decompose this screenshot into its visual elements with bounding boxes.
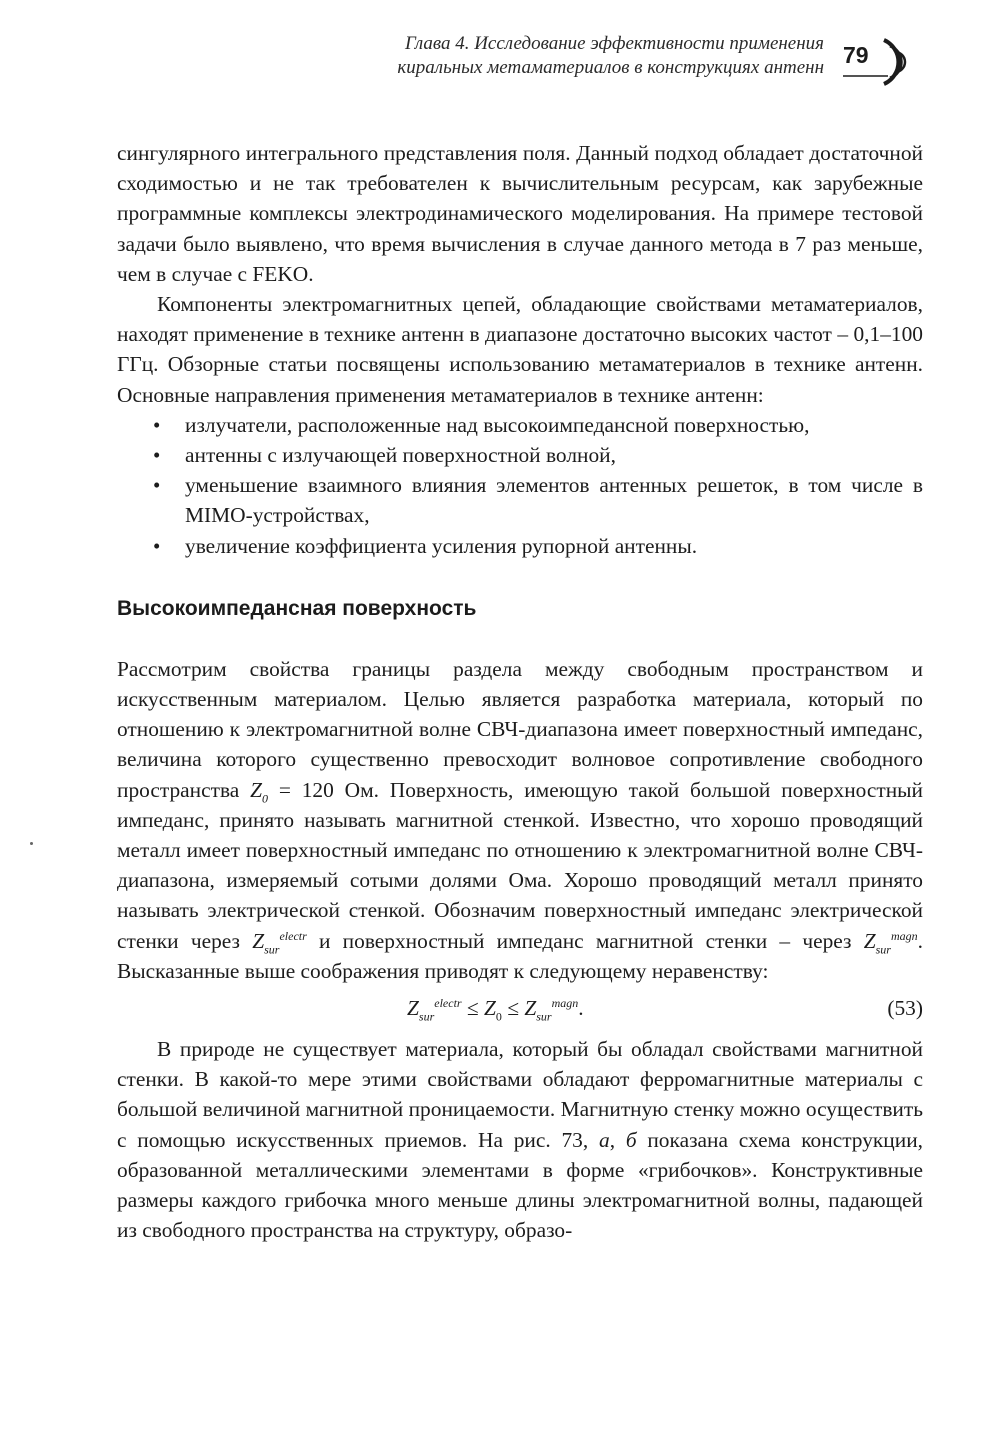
figure-ref-a: а	[599, 1127, 610, 1152]
formula-sub: sur	[418, 1009, 435, 1024]
list-item	[153, 470, 923, 530]
z-sur-symbol: Z	[252, 928, 265, 953]
list-item	[153, 410, 923, 440]
page-body	[117, 138, 923, 1246]
margin-speck	[30, 842, 33, 845]
z-sur-symbol: Z	[863, 928, 876, 953]
paragraph-3-text-c: и поверхностный импеданс магнитной стенки – через	[306, 928, 864, 953]
page-number: 79	[843, 42, 869, 68]
section-heading: Высокоимпедансная поверхность	[117, 596, 477, 620]
formula-le-2: ≤	[501, 996, 525, 1021]
formula-z0-sub: 0	[495, 1009, 502, 1024]
bullet-icon: •	[153, 412, 161, 437]
paragraph-1: сингулярного интегрального представления поля. Данный подход обладает достаточной сходимостью и не так требователен к вычислительным ресурсам, как зарубежные программные комплексы электродинамического моделирования. На примере тестовой задачи было выявлено, что время вычисления в случае данного метода в 7 раз меньше, чем в случае с FEKO.	[117, 141, 923, 286]
running-header	[224, 32, 824, 80]
formula-z-2: Z	[524, 996, 537, 1021]
z-sur-magn-superscript: magn	[890, 928, 918, 943]
z-sur-electr-superscript: electr	[279, 928, 307, 943]
paragraph-3-text-b: = 120 Ом. Поверхность, имеющую такой большой поверхностный импеданс, принято называть магнитной стенкой. Известно, что хорошо проводящий металл имеет поверхностный импеданс по отношению к электромагнитной волне СВЧ-диапазона, измеряемый сотыми долями Ома. Хорошо проводящий металл принято называть электрической стенкой. Обозначим поверхностный импеданс электрической стенки через	[117, 777, 923, 953]
list-item	[153, 531, 923, 561]
header-line-2: киральных метаматериалов в конструкциях антенн	[397, 57, 824, 78]
formula-z0: Z	[484, 996, 496, 1021]
equation-53	[117, 990, 923, 1026]
paragraph-3-text-a: Рассмотрим свойства границы раздела между свободным пространством и искусственным материалом. Целью является разработка материала, который по отношению к электромагнитной волне СВЧ-диапазона имеет поверхностный импеданс, величина которого существенно превосходит волновое сопротивление свободного пространства	[117, 656, 923, 802]
paragraph-4	[117, 1034, 923, 1245]
formula-sub-2: sur	[536, 1009, 552, 1024]
inequality-formula	[407, 990, 584, 1026]
bullet-icon: •	[153, 533, 161, 558]
z-sur-subscript: sur	[875, 941, 891, 956]
figure-ref-b: б	[625, 1127, 637, 1152]
figure-ref-comma: ,	[609, 1127, 626, 1152]
bullet-icon: •	[153, 473, 161, 498]
list-item-text: уменьшение взаимного влияния элементов антенных решеток, в том числе в MIMO-устройствах,	[185, 473, 923, 528]
bullet-list	[117, 410, 923, 561]
header-line-1: Глава 4. Исследование эффективности применения	[405, 33, 824, 54]
formula-le: ≤	[461, 996, 485, 1021]
formula-sup-electr: electr	[434, 995, 462, 1010]
paragraph-4-text-b: показана схема конструкции, образованной металлическими элементами в форме «грибочков». Конструктивные размеры каждого грибочка много меньше длины электромагнитной волны, падающей из свободного пространства на структуру, образо-	[117, 1127, 923, 1243]
z-sur-subscript: sur	[264, 941, 280, 956]
paragraph-2: Компоненты электромагнитных цепей, обладающие свойствами метаматериалов, находят применение в технике антенн в диапазоне достаточно высоких частот – 0,1–100 ГГц. Обзорные статьи посвящены использованию метаматериалов в технике антенн. Основные направления применения метаматериалов в технике антенн:	[117, 292, 923, 407]
page-number-badge	[840, 36, 916, 88]
equation-number: (53)	[887, 996, 923, 1021]
z0-subscript: 0	[262, 790, 268, 805]
bullet-icon: •	[153, 443, 161, 468]
formula-z: Z	[407, 996, 419, 1021]
paragraph-3-text-d: . Высказанные выше соображения приводят к следующему неравенству:	[117, 928, 923, 983]
formula-end: .	[578, 996, 584, 1021]
formula-sup-magn: magn	[551, 995, 579, 1010]
paragraph-3	[117, 654, 923, 986]
list-item-text: антенны с излучающей поверхностной волной,	[185, 443, 616, 468]
z0-symbol: Z	[250, 777, 262, 802]
list-item	[153, 440, 923, 470]
list-item-text: увеличение коэффициента усиления рупорной антенны.	[185, 533, 698, 558]
paragraph-4-text-a: В природе не существует материала, который бы обладал свойствами магнитной стенки. В какой-то мере этими свойствами обладают ферромагнитные материалы с большой величиной магнитной проницаемости. Магнитную стенку можно осуществить с помощью искусственных приемов. На рис. 73,	[117, 1037, 923, 1152]
list-item-text: излучатели, расположенные над высокоимпедансной поверхностью,	[185, 412, 810, 437]
